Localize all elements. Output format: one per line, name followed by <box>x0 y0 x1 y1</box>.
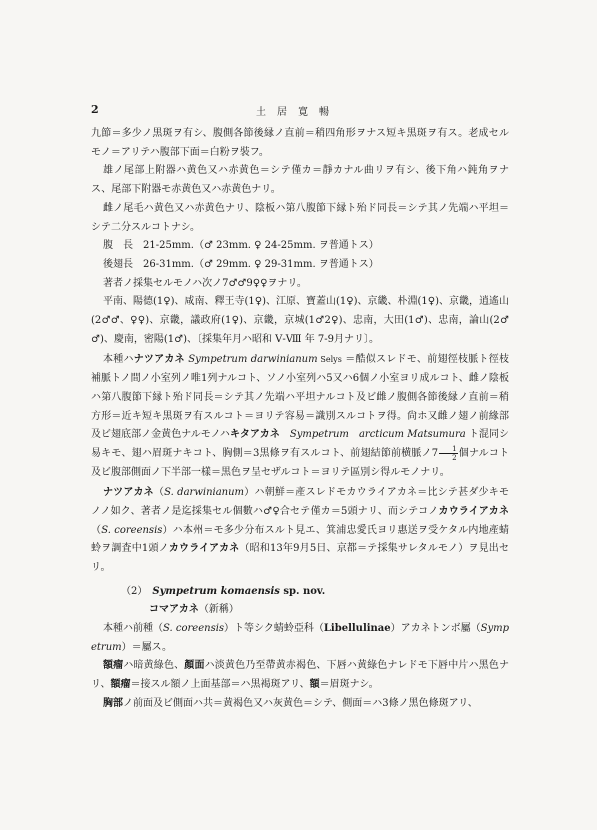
section-suffix: sp. nov. <box>279 585 326 597</box>
text-run: ）ハ朝鮮＝產スレドモカウライアカネ＝比シテ甚ダ少キモノノ如ク、著者ノ是迄採集セル個數ハ♂♀合セテ僅カ＝5頭ナリ、而シテコノ <box>91 487 509 518</box>
paragraph-classification <box>91 620 509 657</box>
text-run: ハ淡黄色乃至帶黄赤褐色、下唇ハ黄綠色ナレドモ下唇中片ハ黑色ナリ、 <box>91 660 510 690</box>
text-run: ＝接スル額ノ上面基部＝ハ黒褐斑アリ、 <box>130 678 310 690</box>
text-run: ＝酷似スレドモ、前翅徑枝脈ト徑枝補脈トノ間ノ小室列ノ唯1列ナルコト、ソノ小室列ハ5又ハ6個ノ小室ヨリ成ルコト、雌ノ陰板ハ第八腹節下縁ト殆ド同長＝シテ其ノ先端ハ平坦ナルコト及ビ雌ノ腹側各節後縁ノ直前＝稍方形＝近キ短キ黒斑ヲ有スルコト＝ヨリテ容易＝識別スルコトヲ得。尙ホ又雌ノ翅ノ前緣部及ビ翅底部ノ金黄色ナルモノハ <box>91 354 509 441</box>
text-run: ）＝屬ス。 <box>121 641 172 653</box>
paragraph-thorax-description <box>91 695 509 714</box>
author-name: Selys <box>317 355 342 365</box>
text-run: ）アカネトンボ屬（ <box>390 622 481 634</box>
scientific-name: S. darwinianum <box>164 487 245 499</box>
text-run: ）ト等シク蜻蛉亞科（ <box>224 622 324 634</box>
fraction-denominator: 2 <box>452 453 457 462</box>
fraction-one-half <box>439 445 457 462</box>
species-name-natsuakane: ナツアカネ <box>133 354 185 366</box>
text-run: ）ハ本州＝モ多少分布スルト見エ、箕浦忠愛氏ヨリ惠送ヲ受ケタル内地產蜻蛉ヲ調査中1頭ノ <box>91 524 509 555</box>
term-bold: 顏面 <box>184 660 205 672</box>
term-bold: 額 <box>309 678 320 690</box>
paragraph-head-description <box>91 657 509 694</box>
measurement-abdomen: 腹 長 21-25mm.（♂ 23mm. ♀ 24-25mm. ヲ普通トス） <box>103 240 379 252</box>
specimen-count: 著者ノ採集セルモノハ次ノ7♂♂9♀♀ヲナリ。 <box>103 277 307 289</box>
text-run: ＝眉斑ナシ。 <box>319 678 379 690</box>
text-run: 本種ハ <box>103 354 134 366</box>
species-name-kouraiakane: カウライアカネ <box>168 543 240 555</box>
paragraph-comparison <box>91 351 509 482</box>
genus-name: Sympetrum <box>91 622 509 653</box>
term-bold: 額瘤 <box>103 660 124 672</box>
text-run: ハ暗黄綠色、 <box>123 660 185 672</box>
text-run: ノ前面及ビ側面ハ共＝黄褐色又ハ灰黄色＝シテ、側面＝ハ3條ノ黑色條斑アリ、 <box>123 697 478 709</box>
species-name-kouraiakane: カウライアカネ <box>438 506 509 518</box>
text-run: （昭和13年9月5日、京都＝テ採集サレタルモノ）ヲ見出セリ。 <box>91 543 509 574</box>
page-number: 2 <box>91 103 99 116</box>
scientific-name: Sympetrum darwinianum <box>184 354 318 366</box>
species-name-kitaakane: キタアカネ <box>229 429 280 441</box>
japanese-name <box>91 601 509 620</box>
paragraph-male-appendages: 雄ノ尾部上附器ハ黄色又ハ赤黄色＝シテ僅カ＝靜カナル曲リヲ有シ、後下角ハ鈍角ヲナス、尾部下附器モ赤黄色又ハ赤黄色ナリ。 <box>91 165 509 196</box>
subfamily-name: Libellulinae <box>323 622 391 634</box>
species-name-natsuakane: ナツアカネ <box>103 487 154 499</box>
japanese-name-text: コマアカネ <box>149 604 199 616</box>
measurement-hindwing: 後翅長 26-31mm.（♂ 29mm. ♀ 29-31mm. ヲ普通トス） <box>103 258 379 270</box>
section-number: （2） <box>121 585 143 597</box>
text-run: （ <box>153 487 165 499</box>
paragraph-abdomen-markings: 九節＝多少ノ黒斑ヲ有シ、腹側各節後縁ノ直前＝稍四角形ヲナス短キ黒斑ヲ有ス。老成セルモノ＝アリテハ腹部下面＝白粉ヲ裝フ。 <box>91 128 509 158</box>
text-run: （ <box>91 524 102 536</box>
text-run: ト混同シ易キモ、翅ハ眉斑ナキコト、胸側＝3黒條ヲ有スルコト、前翅結節前横脈ノ7 <box>91 429 509 459</box>
scientific-name: Sympetrum arcticum Matsumura <box>279 429 466 441</box>
term-bold: 額瘤 <box>110 678 131 690</box>
text-run: 本種ハ前種（ <box>103 622 164 634</box>
scientific-name: S. coreensis <box>101 524 163 536</box>
section-species-name: Sympetrum komaensis <box>152 585 280 597</box>
term-bold: 胸部 <box>103 697 123 709</box>
body-text <box>91 125 509 713</box>
page-header <box>0 103 597 123</box>
running-head: 土居寛暢 <box>256 107 340 118</box>
paragraph-distribution <box>91 484 509 578</box>
section-heading <box>91 583 509 602</box>
paragraph-localities: 平南、陽德(1♀)、咸南、釋王寺(1♀)、江原、寶蓋山(1♀)、京畿、朴淵(1♀)、京畿，逍遙山(2♂♂、♀♀)、京畿，議政府(1♀)、京畿，京城(1♂2♀)、忠南，大田(1♂)、忠南，論山(2♂♂)、慶南，密陽(1♂)、〔採集年月ハ昭和 Ⅴ-Ⅷ 年 7-9月ナリ〕。 <box>91 296 509 345</box>
fraction-numerator: 1 <box>439 445 457 454</box>
japanese-name-note: （新稱） <box>198 604 239 616</box>
text-run: 個ナルコト及ビ腹部側面ノ下半部一樣＝黒色ヲ呈セザルコト＝ヨリテ區別シ得ルモノナリ。 <box>91 447 510 478</box>
scientific-name: S. coreensis <box>163 622 225 634</box>
paragraph-female-appendages: 雌ノ尾毛ハ黄色又ハ赤黄色ナリ、陰板ハ第八腹節下縁ト殆ド同長＝シテ其ノ先端ハ平坦＝シテ二分スルコトナシ。 <box>91 202 509 233</box>
